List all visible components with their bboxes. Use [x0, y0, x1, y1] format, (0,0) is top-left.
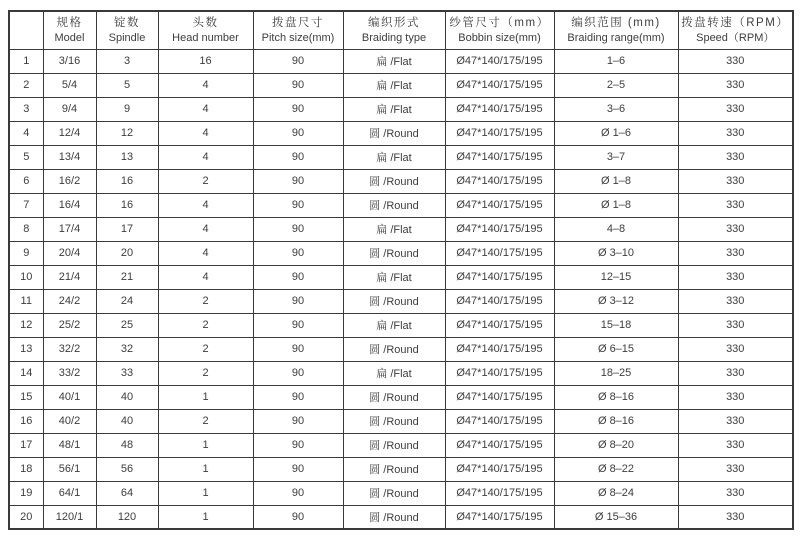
data-cell: Ø 1–8: [554, 193, 678, 217]
data-cell: 1: [158, 433, 253, 457]
data-cell: 4: [158, 97, 253, 121]
data-cell: 圆 /Round: [343, 385, 445, 409]
data-cell: 1: [158, 505, 253, 529]
data-cell: Ø47*140/175/195: [445, 385, 554, 409]
data-cell: 15–18: [554, 313, 678, 337]
data-cell: 32: [96, 337, 158, 361]
data-cell: Ø47*140/175/195: [445, 337, 554, 361]
column-header-zh: 锭数: [114, 16, 140, 29]
data-cell: 16/2: [43, 169, 96, 193]
data-cell: 40/2: [43, 409, 96, 433]
data-cell: Ø47*140/175/195: [445, 145, 554, 169]
data-cell: 圆 /Round: [343, 433, 445, 457]
row-number-cell: 7: [9, 193, 43, 217]
data-cell: 330: [678, 385, 793, 409]
data-cell: 90: [253, 73, 343, 97]
table-row: [9, 217, 793, 241]
row-number-cell: 2: [9, 73, 43, 97]
data-cell: 16: [158, 49, 253, 73]
data-cell: 2: [158, 337, 253, 361]
data-cell: 90: [253, 409, 343, 433]
row-number-column-header: [9, 11, 43, 49]
data-cell: 330: [678, 241, 793, 265]
data-cell: 2: [158, 361, 253, 385]
row-number-cell: 16: [9, 409, 43, 433]
data-cell: Ø47*140/175/195: [445, 217, 554, 241]
table-row: [9, 265, 793, 289]
column-header-en: Head number: [172, 32, 239, 45]
column-header: [678, 11, 793, 49]
data-cell: Ø47*140/175/195: [445, 265, 554, 289]
table-row: [9, 49, 793, 73]
row-number-cell: 4: [9, 121, 43, 145]
spec-table-body: [9, 49, 793, 529]
column-header: [343, 11, 445, 49]
table-row: [9, 73, 793, 97]
data-cell: 21/4: [43, 265, 96, 289]
data-cell: 32/2: [43, 337, 96, 361]
data-cell: 64/1: [43, 481, 96, 505]
data-cell: Ø47*140/175/195: [445, 433, 554, 457]
data-cell: 圆 /Round: [343, 193, 445, 217]
data-cell: 330: [678, 217, 793, 241]
data-cell: 90: [253, 241, 343, 265]
data-cell: 1–6: [554, 49, 678, 73]
data-cell: Ø47*140/175/195: [445, 481, 554, 505]
table-row: [9, 169, 793, 193]
data-cell: 扁 /Flat: [343, 361, 445, 385]
column-header-en: Bobbin size(mm): [458, 32, 541, 45]
row-number-cell: 20: [9, 505, 43, 529]
data-cell: Ø 8–16: [554, 409, 678, 433]
data-cell: 330: [678, 121, 793, 145]
data-cell: 9/4: [43, 97, 96, 121]
data-cell: 16: [96, 169, 158, 193]
table-row: [9, 313, 793, 337]
data-cell: 扁 /Flat: [343, 265, 445, 289]
data-cell: 33/2: [43, 361, 96, 385]
data-cell: 4: [158, 217, 253, 241]
data-cell: 2: [158, 313, 253, 337]
data-cell: 20: [96, 241, 158, 265]
row-number-cell: 8: [9, 217, 43, 241]
data-cell: 12–15: [554, 265, 678, 289]
data-cell: 90: [253, 193, 343, 217]
data-cell: 9: [96, 97, 158, 121]
data-cell: 18–25: [554, 361, 678, 385]
data-cell: 13: [96, 145, 158, 169]
data-cell: 90: [253, 433, 343, 457]
data-cell: 圆 /Round: [343, 169, 445, 193]
data-cell: 90: [253, 457, 343, 481]
data-cell: 48: [96, 433, 158, 457]
data-cell: 330: [678, 505, 793, 529]
data-cell: 3–6: [554, 97, 678, 121]
data-cell: 90: [253, 337, 343, 361]
data-cell: 圆 /Round: [343, 289, 445, 313]
data-cell: 1: [158, 385, 253, 409]
data-cell: Ø 8–24: [554, 481, 678, 505]
data-cell: 3/16: [43, 49, 96, 73]
data-cell: 56: [96, 457, 158, 481]
row-number-cell: 3: [9, 97, 43, 121]
data-cell: Ø47*140/175/195: [445, 121, 554, 145]
data-cell: 56/1: [43, 457, 96, 481]
data-cell: 16/4: [43, 193, 96, 217]
data-cell: 90: [253, 481, 343, 505]
data-cell: Ø47*140/175/195: [445, 49, 554, 73]
table-row: [9, 193, 793, 217]
column-header: [158, 11, 253, 49]
data-cell: 90: [253, 97, 343, 121]
data-cell: 圆 /Round: [343, 409, 445, 433]
data-cell: Ø 8–16: [554, 385, 678, 409]
data-cell: 12/4: [43, 121, 96, 145]
data-cell: 330: [678, 193, 793, 217]
data-cell: 扁 /Flat: [343, 73, 445, 97]
data-cell: 330: [678, 73, 793, 97]
data-cell: 330: [678, 361, 793, 385]
data-cell: Ø47*140/175/195: [445, 169, 554, 193]
row-number-cell: 6: [9, 169, 43, 193]
data-cell: 17/4: [43, 217, 96, 241]
data-cell: 17: [96, 217, 158, 241]
data-cell: 330: [678, 49, 793, 73]
table-row: [9, 97, 793, 121]
data-cell: 2: [158, 289, 253, 313]
data-cell: Ø47*140/175/195: [445, 457, 554, 481]
row-number-cell: 12: [9, 313, 43, 337]
row-number-cell: 9: [9, 241, 43, 265]
row-number-cell: 13: [9, 337, 43, 361]
data-cell: 25: [96, 313, 158, 337]
data-cell: 圆 /Round: [343, 481, 445, 505]
data-cell: 90: [253, 49, 343, 73]
data-cell: 48/1: [43, 433, 96, 457]
column-header: [445, 11, 554, 49]
data-cell: 圆 /Round: [343, 505, 445, 529]
data-cell: 20/4: [43, 241, 96, 265]
data-cell: 64: [96, 481, 158, 505]
data-cell: 16: [96, 193, 158, 217]
data-cell: 扁 /Flat: [343, 217, 445, 241]
column-header-en: Model: [54, 32, 85, 45]
table-row: [9, 457, 793, 481]
column-header: [554, 11, 678, 49]
spec-table-header: [9, 11, 793, 49]
column-header-en: Braiding range(mm): [567, 32, 665, 45]
data-cell: 25/2: [43, 313, 96, 337]
data-cell: 330: [678, 313, 793, 337]
column-header: [253, 11, 343, 49]
data-cell: 330: [678, 433, 793, 457]
data-cell: 330: [678, 457, 793, 481]
data-cell: Ø47*140/175/195: [445, 409, 554, 433]
data-cell: 330: [678, 337, 793, 361]
data-cell: 圆 /Round: [343, 241, 445, 265]
data-cell: 330: [678, 289, 793, 313]
data-cell: 2: [158, 169, 253, 193]
row-number-cell: 14: [9, 361, 43, 385]
data-cell: 1: [158, 481, 253, 505]
data-cell: 330: [678, 481, 793, 505]
column-header-zh: 编织形式: [368, 16, 420, 29]
table-row: [9, 361, 793, 385]
data-cell: 330: [678, 145, 793, 169]
data-cell: 330: [678, 97, 793, 121]
data-cell: 90: [253, 217, 343, 241]
data-cell: 4: [158, 193, 253, 217]
table-row: [9, 409, 793, 433]
column-header: [96, 11, 158, 49]
data-cell: 4: [158, 265, 253, 289]
column-header-zh: 纱管尺寸（mm）: [449, 16, 550, 29]
table-row: [9, 337, 793, 361]
spec-table: [8, 10, 794, 530]
table-row: [9, 145, 793, 169]
data-cell: 4: [158, 121, 253, 145]
data-cell: 90: [253, 289, 343, 313]
table-row: [9, 505, 793, 529]
table-row: [9, 385, 793, 409]
data-cell: 90: [253, 121, 343, 145]
column-header-zh: 规格: [56, 16, 83, 29]
column-header-zh: 头数: [192, 16, 219, 29]
column-header-zh: 拨盘转速（RPM）: [681, 16, 790, 29]
data-cell: Ø 1–8: [554, 169, 678, 193]
row-number-cell: 10: [9, 265, 43, 289]
data-cell: 90: [253, 265, 343, 289]
data-cell: 扁 /Flat: [343, 313, 445, 337]
data-cell: 330: [678, 265, 793, 289]
data-cell: Ø 3–12: [554, 289, 678, 313]
data-cell: 扁 /Flat: [343, 145, 445, 169]
data-cell: 90: [253, 385, 343, 409]
data-cell: 90: [253, 169, 343, 193]
row-number-cell: 1: [9, 49, 43, 73]
column-header-en: Braiding type: [361, 32, 427, 45]
data-cell: 24/2: [43, 289, 96, 313]
data-cell: 21: [96, 265, 158, 289]
data-cell: 40/1: [43, 385, 96, 409]
data-cell: Ø47*140/175/195: [445, 97, 554, 121]
data-cell: 90: [253, 505, 343, 529]
data-cell: 33: [96, 361, 158, 385]
row-number-cell: 11: [9, 289, 43, 313]
data-cell: 40: [96, 385, 158, 409]
data-cell: 3–7: [554, 145, 678, 169]
data-cell: 330: [678, 169, 793, 193]
table-row: [9, 481, 793, 505]
table-row: [9, 289, 793, 313]
column-header-en: Pitch size(mm): [261, 32, 335, 45]
data-cell: 1: [158, 457, 253, 481]
header-row: [9, 11, 793, 49]
data-cell: 12: [96, 121, 158, 145]
data-cell: Ø47*140/175/195: [445, 193, 554, 217]
data-cell: 4: [158, 241, 253, 265]
data-cell: 圆 /Round: [343, 337, 445, 361]
data-cell: 24: [96, 289, 158, 313]
table-row: [9, 433, 793, 457]
data-cell: Ø 3–10: [554, 241, 678, 265]
data-cell: 90: [253, 361, 343, 385]
data-cell: 330: [678, 409, 793, 433]
data-cell: Ø47*140/175/195: [445, 289, 554, 313]
table-row: [9, 241, 793, 265]
data-cell: Ø 1–6: [554, 121, 678, 145]
data-cell: 2–5: [554, 73, 678, 97]
row-number-cell: 17: [9, 433, 43, 457]
data-cell: Ø 8–22: [554, 457, 678, 481]
data-cell: Ø47*140/175/195: [445, 505, 554, 529]
column-header-zh: 编织范围 (mm): [571, 16, 661, 29]
column-header-en: Spindle: [108, 32, 146, 45]
row-number-cell: 5: [9, 145, 43, 169]
data-cell: 4–8: [554, 217, 678, 241]
data-cell: 4: [158, 145, 253, 169]
data-cell: 5/4: [43, 73, 96, 97]
column-header-en: Speed（RPM）: [696, 32, 775, 45]
data-cell: Ø 15–36: [554, 505, 678, 529]
data-cell: 13/4: [43, 145, 96, 169]
column-header: [43, 11, 96, 49]
data-cell: 5: [96, 73, 158, 97]
row-number-cell: 19: [9, 481, 43, 505]
row-number-cell: 18: [9, 457, 43, 481]
data-cell: 120/1: [43, 505, 96, 529]
data-cell: 3: [96, 49, 158, 73]
row-number-cell: 15: [9, 385, 43, 409]
data-cell: 120: [96, 505, 158, 529]
column-header-zh: 拨盘尺寸: [272, 16, 324, 29]
table-row: [9, 121, 793, 145]
data-cell: 扁 /Flat: [343, 49, 445, 73]
data-cell: 4: [158, 73, 253, 97]
data-cell: Ø47*140/175/195: [445, 361, 554, 385]
data-cell: 40: [96, 409, 158, 433]
data-cell: Ø 8–20: [554, 433, 678, 457]
data-cell: Ø47*140/175/195: [445, 313, 554, 337]
data-cell: 2: [158, 409, 253, 433]
data-cell: 圆 /Round: [343, 121, 445, 145]
data-cell: 圆 /Round: [343, 457, 445, 481]
data-cell: Ø47*140/175/195: [445, 73, 554, 97]
data-cell: 90: [253, 145, 343, 169]
data-cell: Ø47*140/175/195: [445, 241, 554, 265]
data-cell: 90: [253, 313, 343, 337]
data-cell: 扁 /Flat: [343, 97, 445, 121]
data-cell: Ø 6–15: [554, 337, 678, 361]
